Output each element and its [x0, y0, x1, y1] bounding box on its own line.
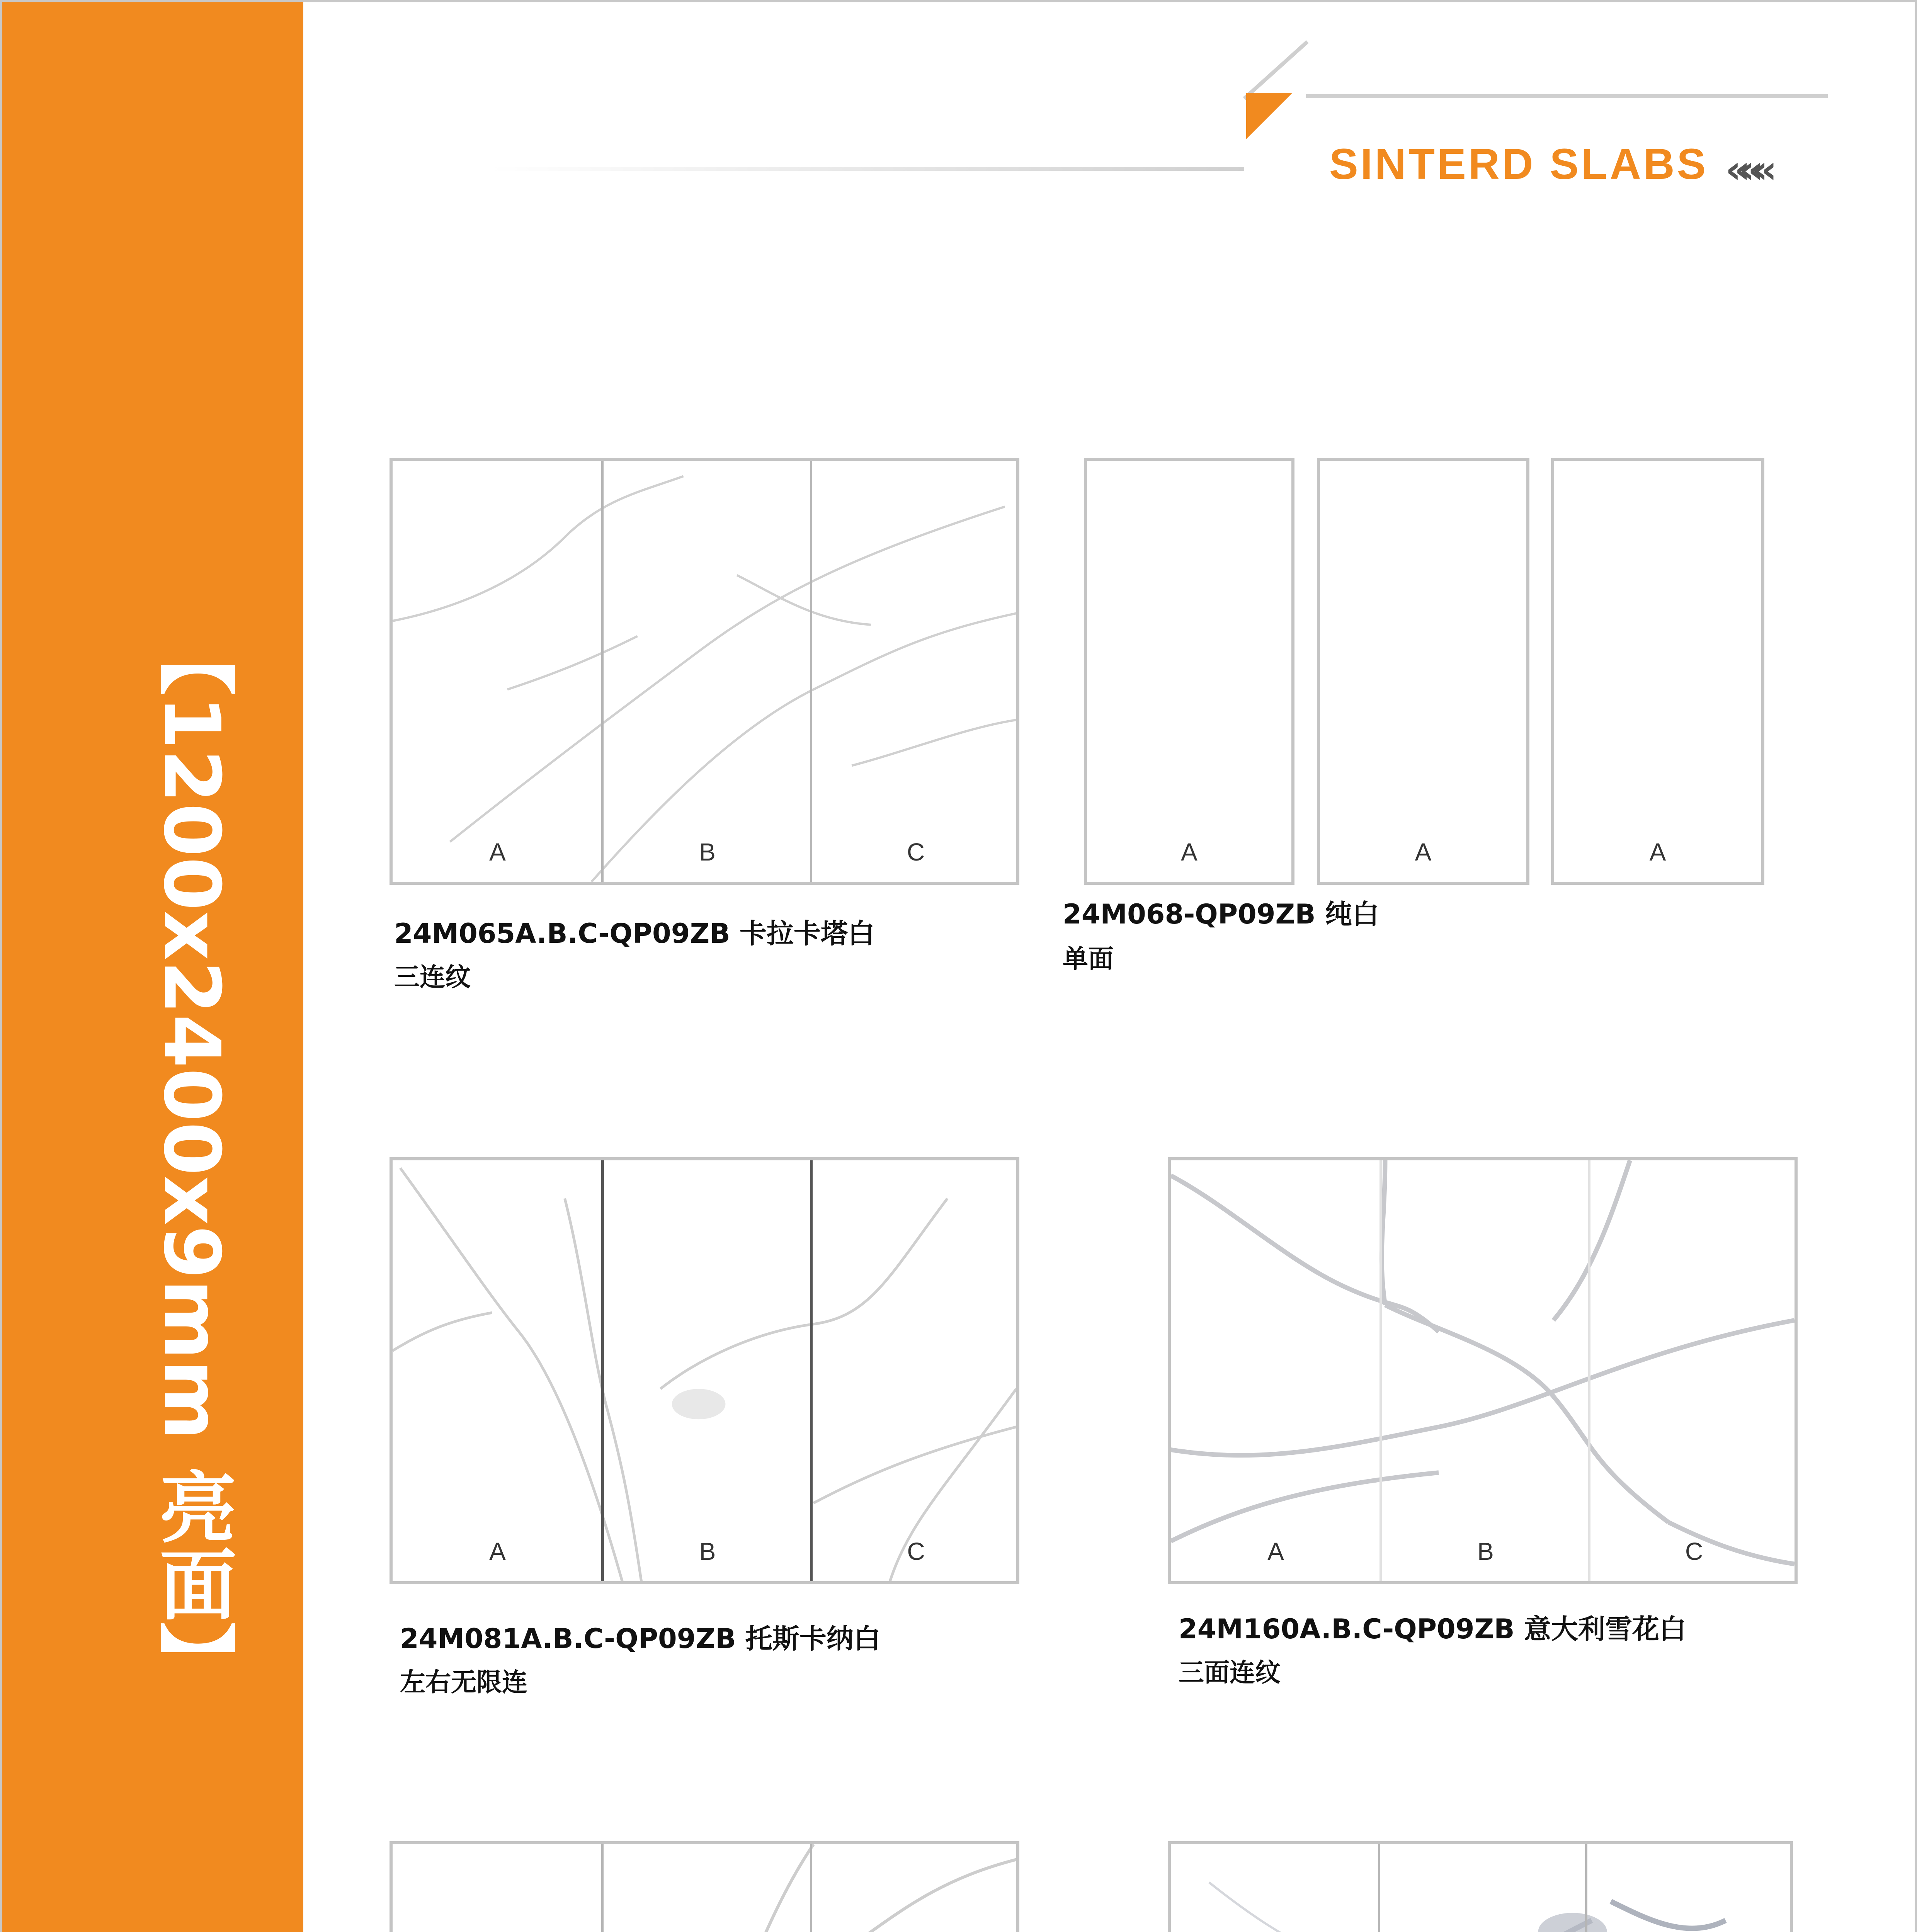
panel-label: A [1649, 838, 1666, 866]
slab-panel [1084, 458, 1294, 885]
panel [810, 1844, 1019, 1932]
product-subtitle: 三面连纹 [1179, 1658, 1281, 1687]
panel-label: C [1685, 1537, 1703, 1565]
panel-label: A [489, 838, 506, 866]
slab-panel [1551, 458, 1764, 885]
panel-label: A [1267, 1537, 1284, 1565]
product-subtitle: 单面 [1063, 944, 1114, 974]
panel-label: B [699, 1537, 716, 1565]
slab-panel [1317, 458, 1529, 885]
header-rule-left [491, 167, 1244, 171]
slab-group-24M081 [390, 1157, 1019, 1584]
chevrons-icon: ««« [1725, 147, 1766, 192]
header-rule-slant [1243, 40, 1309, 100]
header-triangle-icon [1246, 93, 1293, 139]
product-code: 24M068-QP09ZB 纯白 [1063, 898, 1379, 930]
panel-label: A [1181, 838, 1197, 866]
product-code: 24M065A.B.C-QP09ZB 卡拉卡塔白 [394, 918, 875, 949]
product-subtitle: 三连纹 [394, 962, 471, 992]
slab-group-24M160 [1168, 1157, 1798, 1584]
panel [1171, 1160, 1381, 1581]
panel [810, 461, 1019, 882]
slab-group-24M065 [390, 458, 1019, 885]
panel [810, 1160, 1019, 1581]
header-title: SINTERD SLABS [1329, 140, 1708, 188]
product-subtitle: 左右无限连 [400, 1667, 527, 1697]
panel [1171, 1844, 1379, 1932]
panel-label: C [907, 838, 925, 866]
panel [1378, 1844, 1586, 1932]
panel [1585, 1844, 1793, 1932]
panel-label: C [907, 1537, 925, 1565]
panel [1379, 1160, 1589, 1581]
slab-group-24M161 [390, 1841, 1019, 1932]
product-code: 24M160A.B.C-QP09ZB 意大利雪花白 [1179, 1613, 1686, 1645]
sidebar [0, 0, 303, 1932]
header-rule-right [1306, 94, 1828, 98]
slab-group-24M162 [1168, 1841, 1793, 1932]
panel [393, 1844, 602, 1932]
product-code: 24M081A.B.C-QP09ZB 托斯卡纳白 [400, 1623, 881, 1655]
panel [393, 1160, 602, 1581]
panel [393, 461, 602, 882]
panel [601, 1844, 811, 1932]
panel [601, 1160, 811, 1581]
panel-label: B [1477, 1537, 1494, 1565]
panel-label: A [489, 1537, 506, 1565]
panel-label: A [1415, 838, 1432, 866]
panel [601, 461, 811, 882]
sidebar-title: 【1200x2400x9mm 亮面】 [146, 618, 236, 1699]
panel [1588, 1160, 1798, 1581]
panel-label: B [699, 838, 716, 866]
